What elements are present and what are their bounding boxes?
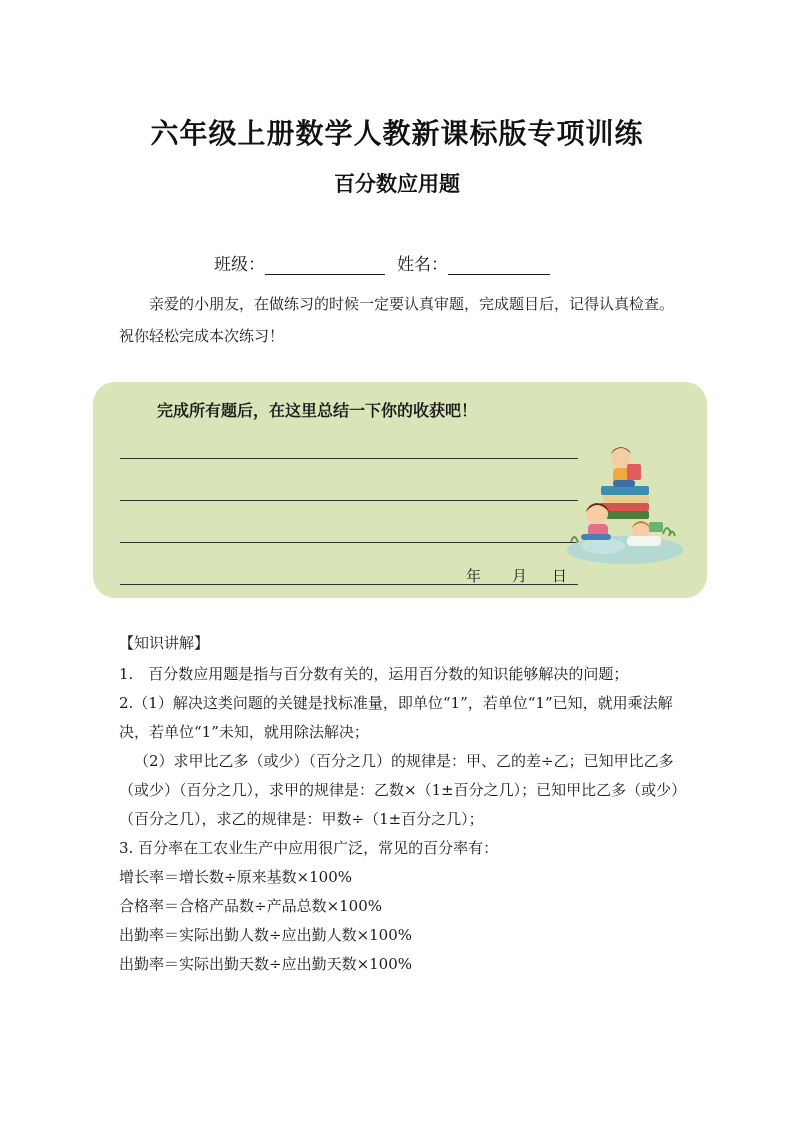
date-row	[120, 565, 578, 585]
name-label: 姓名：	[397, 255, 448, 275]
knowledge-heading: 【知识讲解】	[119, 634, 210, 652]
summary-line[interactable]	[120, 542, 578, 543]
knowledge-section	[119, 660, 679, 979]
page-subtitle: 百分数应用题	[334, 172, 460, 196]
knowledge-item-2b: （2）求甲比乙多（或少）（百分之几）的规律是：甲、乙的差÷乙；已知甲比乙多（或少）（百分之几），求甲的规律是：乙数×（1±百分之几）；已知甲比乙多（或少）（百分之几），求乙的规律是：甲数÷（1±百分之几）；	[119, 752, 679, 828]
day-label: 日	[552, 567, 568, 585]
summary-line[interactable]	[120, 458, 578, 459]
class-label: 班级：	[214, 255, 265, 275]
knowledge-item-1: 1. 百分数应用题是指与百分数有关的，运用百分数的知识能够解决的问题；	[119, 665, 629, 683]
children-reading-illustration	[563, 438, 693, 568]
formula-attendance-people: 出勤率＝实际出勤人数÷应出勤人数×100%	[119, 926, 413, 944]
knowledge-item-3: 3. 百分率在工农业生产中应用很广泛，常见的百分率有：	[119, 839, 499, 857]
page-title: 六年级上册数学人教新课标版专项训练	[150, 117, 644, 150]
formula-growth-rate: 增长率＝增长数÷原来基数×100%	[119, 868, 353, 886]
summary-line[interactable]	[120, 500, 578, 501]
year-label: 年	[466, 567, 482, 585]
month-label: 月	[512, 567, 528, 585]
class-blank[interactable]	[265, 254, 385, 275]
summary-prompt: 完成所有题后，在这里总结一下你的收获吧！	[157, 401, 478, 420]
name-blank[interactable]	[448, 254, 550, 275]
knowledge-item-2: 2.（1）解决这类问题的关键是找标准量，即单位“1”，若单位“1”已知，就用乘法解决，若单位“1”未知，就用除法解决；	[119, 694, 673, 741]
formula-attendance-days: 出勤率＝实际出勤天数÷应出勤天数×100%	[119, 955, 413, 973]
summary-box	[93, 382, 707, 598]
intro-paragraph: 亲爱的小朋友，在做练习的时候一定要认真审题，完成题目后，记得认真检查。祝你轻松完成本次练习！	[119, 295, 675, 345]
date-line	[120, 584, 578, 585]
formula-pass-rate: 合格率＝合格产品数÷产品总数×100%	[119, 897, 383, 915]
student-info-row	[214, 250, 550, 275]
